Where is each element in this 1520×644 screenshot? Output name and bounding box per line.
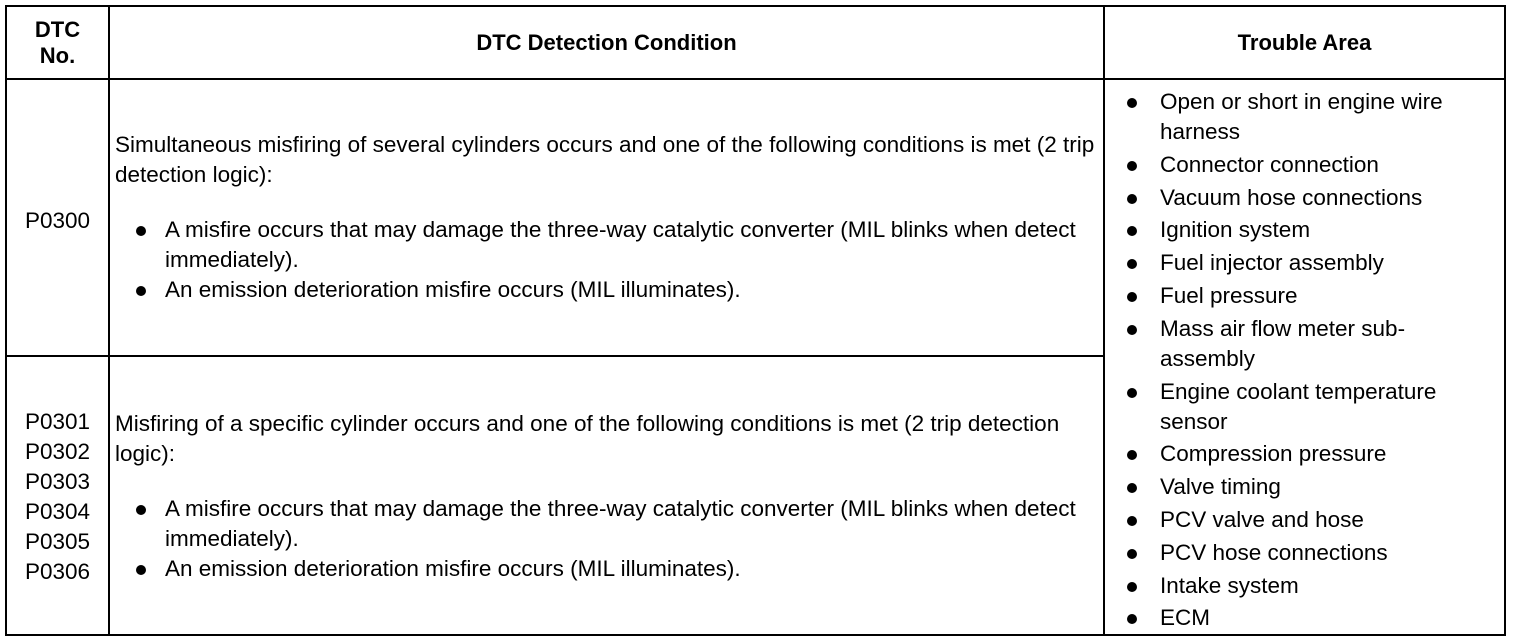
detection-condition-cell xyxy=(115,409,1095,584)
row-divider xyxy=(7,355,1103,357)
dtc-code: P0300 xyxy=(24,208,91,233)
trouble-area-item: Open or short in engine wire harness xyxy=(1105,87,1497,147)
header-dtc-no: DTC No. xyxy=(34,16,81,68)
condition-bullet: An emission deterioration misfire occurs (MIL illuminates). xyxy=(115,554,1095,584)
dtc-code-cell xyxy=(7,407,108,587)
header-trouble-area: Trouble Area xyxy=(1237,29,1372,55)
trouble-area-item: Ignition system xyxy=(1105,215,1497,245)
dtc-code: P0305 xyxy=(24,529,91,554)
condition-bullet-list xyxy=(115,215,1095,305)
dtc-code: P0304 xyxy=(24,499,91,524)
trouble-area-item: Intake system xyxy=(1105,571,1497,601)
condition-text: Simultaneous misfiring of several cylinders occurs and one of the following conditions is met (2 trip detection logic): xyxy=(115,132,1095,187)
dtc-code-cell xyxy=(7,206,108,236)
trouble-area-item: Vacuum hose connections xyxy=(1105,183,1497,213)
trouble-area-item: Connector connection xyxy=(1105,150,1497,180)
trouble-area-item: Fuel pressure xyxy=(1105,281,1497,311)
detection-condition-cell xyxy=(115,130,1095,305)
dtc-code: P0302 xyxy=(24,439,91,464)
trouble-area-item: Mass air flow meter sub-assembly xyxy=(1105,314,1497,374)
dtc-table xyxy=(5,5,1506,636)
dtc-code: P0301 xyxy=(24,409,91,434)
column-divider xyxy=(108,7,110,634)
trouble-area-item: PCV hose connections xyxy=(1105,538,1497,568)
header-detection-condition: DTC Detection Condition xyxy=(476,29,737,55)
trouble-area-item: PCV valve and hose xyxy=(1105,505,1497,535)
condition-text: Misfiring of a specific cylinder occurs and one of the following conditions is met (2 trip detection logic): xyxy=(115,411,1060,466)
trouble-area-item: Valve timing xyxy=(1105,472,1497,502)
dtc-code: P0306 xyxy=(24,559,91,584)
trouble-area-item: Compression pressure xyxy=(1105,439,1497,469)
condition-bullet: A misfire occurs that may damage the three-way catalytic converter (MIL blinks when detect immediately). xyxy=(115,494,1095,554)
trouble-area-list xyxy=(1105,87,1497,633)
condition-bullet: An emission deterioration misfire occurs (MIL illuminates). xyxy=(115,275,1095,305)
header-divider xyxy=(7,78,1504,80)
condition-bullet-list xyxy=(115,494,1095,584)
trouble-area-item: ECM xyxy=(1105,603,1497,633)
trouble-area-item: Engine coolant temperature sensor xyxy=(1105,377,1497,437)
dtc-code: P0303 xyxy=(24,469,91,494)
condition-bullet: A misfire occurs that may damage the three-way catalytic converter (MIL blinks when detect immediately). xyxy=(115,215,1095,275)
trouble-area-item: Fuel injector assembly xyxy=(1105,248,1497,278)
trouble-area-cell xyxy=(1105,87,1497,636)
